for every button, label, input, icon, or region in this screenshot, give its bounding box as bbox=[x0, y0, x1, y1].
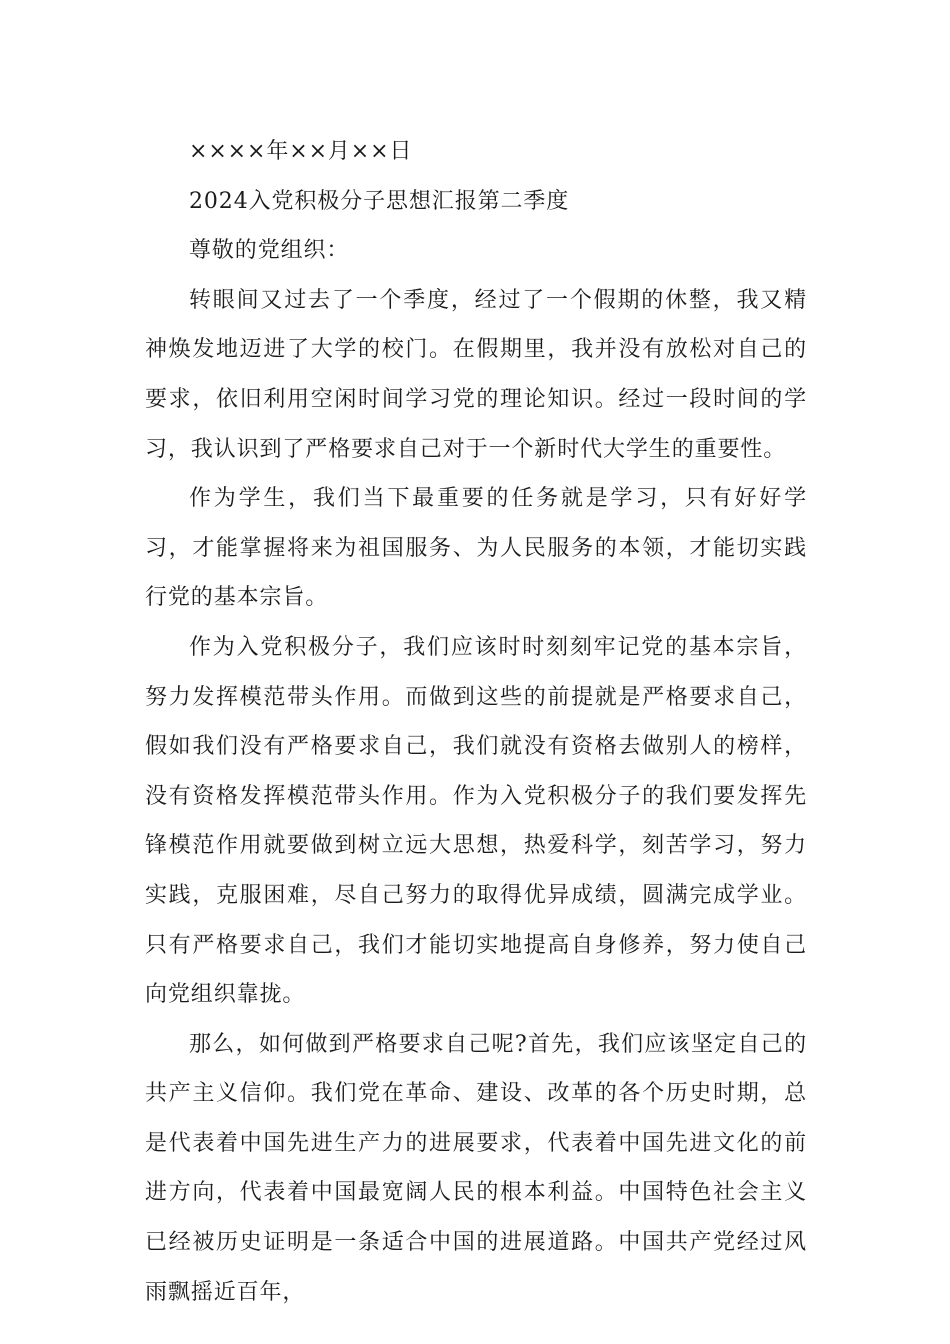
paragraph-1: 转眼间又过去了一个季度，经过了一个假期的休整，我又精神焕发地迈进了大学的校门。在假期里，我并没有放松对自己的要求，依旧利用空闲时间学习党的理论知识。经过一段时间的学习，我认识到了严格要求自己对于一个新时代大学生的重要性。 bbox=[145, 287, 807, 462]
date-line: ××××年××月××日 bbox=[189, 139, 413, 164]
paragraph-4: 那么，如何做到严格要求自己呢?首先，我们应该坚定自己的共产主义信仰。我们党在革命、建设、改革的各个历史时期，总是代表着中国先进生产力的进展要求，代表着中国先进文化的前进方向，代表着中国最宽阔人民的根本利益。中国特色社会主义已经被历史证明是一条适合中国的进展道路。中国共产党经过风雨飘摇近百年， bbox=[145, 1031, 807, 1305]
paragraph-2: 作为学生，我们当下最重要的任务就是学习，只有好好学习，才能掌握将来为祖国服务、为人民服务的本领，才能切实践行党的基本宗旨。 bbox=[145, 486, 807, 611]
document-body bbox=[145, 127, 807, 1317]
document-title: 2024入党积极分子思想汇报第二季度 bbox=[189, 188, 570, 214]
salutation: 尊敬的党组织： bbox=[189, 238, 350, 264]
paragraph-3: 作为入党积极分子，我们应该时时刻刻牢记党的基本宗旨，努力发挥模范带头作用。而做到这些的前提就是严格要求自己，假如我们没有严格要求自己，我们就没有资格去做别人的榜样，没有资格发挥模范带头作用。作为入党积极分子的我们要发挥先锋模范作用就要做到树立远大思想，热爱科学，刻苦学习，努力实践，克服困难，尽自己努力的取得优异成绩，圆满完成学业。只有严格要求自己，我们才能切实地提高自身修养，努力使自己向党组织靠拢。 bbox=[145, 634, 807, 1008]
